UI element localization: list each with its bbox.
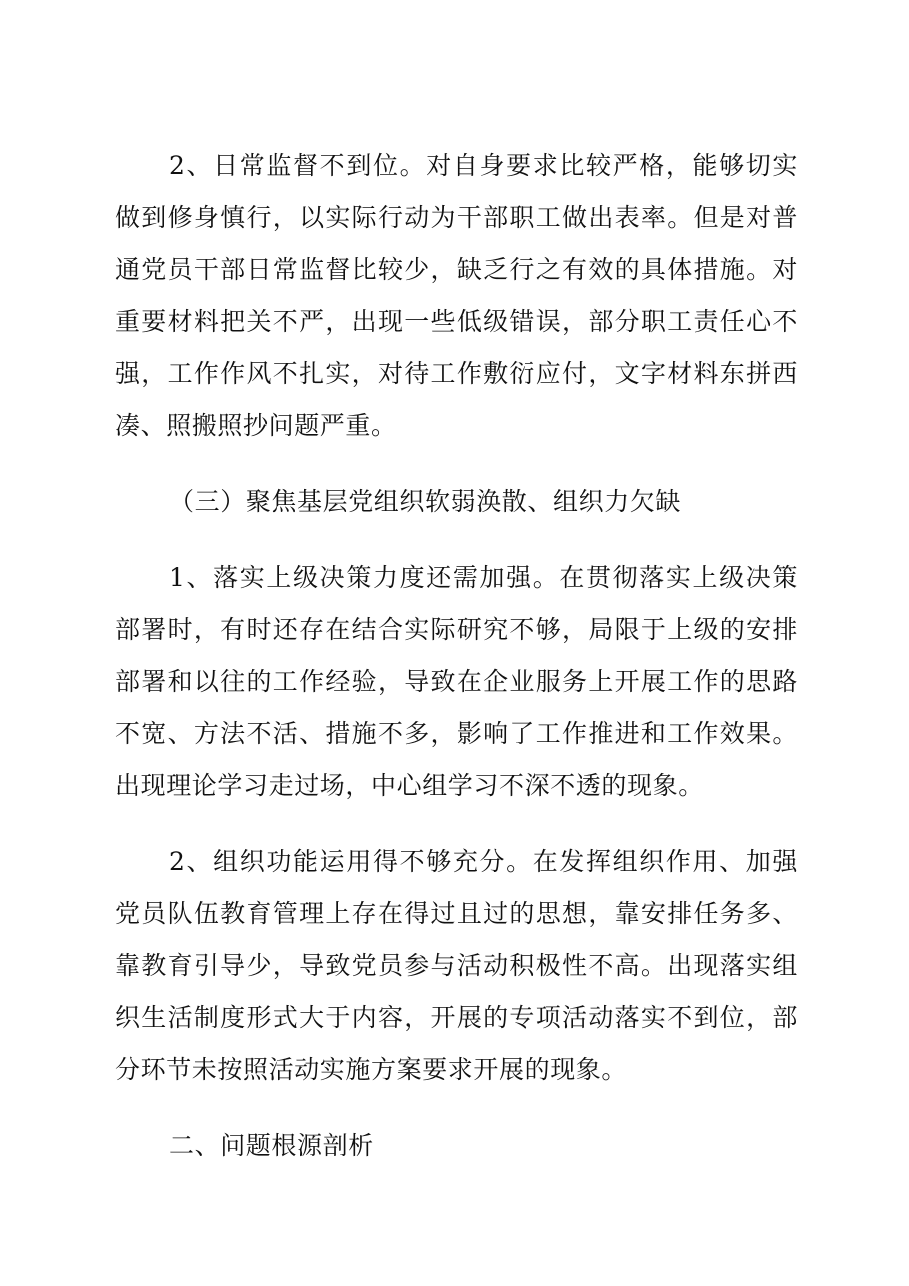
section-heading-root-cause-analysis: 二、问题根源剖析 [169,1131,374,1160]
document-body [115,140,798,1196]
paragraph-implement-decisions: 1、落实上级决策力度还需加强。在贯彻落实上级决策部署时，有时还存在结合实际研究不够，局限于上级的安排部署和以往的工作经验，导致在企业服务上开展工作的思路不宽、方法不活、措施不多，影响了工作推进和工作效果。出现理论学习走过场，中心组学习不深不透的现象。 [115,563,798,800]
section-heading-grassroots-organization: （三）聚焦基层党组织软弱涣散、组织力欠缺 [169,487,682,516]
paragraph-daily-supervision: 2、日常监督不到位。对自身要求比较严格，能够切实做到修身慎行，以实际行动为干部职工做出表率。但是对普通党员干部日常监督比较少，缺乏行之有效的具体措施。对重要材料把关不严，出现一些低级错误，部分职工责任心不强，工作作风不扎实，对待工作敷衍应付，文字材料东拼西凑、照搬照抄问题严重。 [115,151,798,440]
paragraph-organization-function: 2、组织功能运用得不够充分。在发挥组织作用、加强党员队伍教育管理上存在得过且过的思想，靠安排任务多、靠教育引导少，导致党员参与活动积极性不高。出现落实组织生活制度形式大于内容，开展的专项活动落实不到位，部分环节未按照活动实施方案要求开展的现象。 [115,847,798,1084]
